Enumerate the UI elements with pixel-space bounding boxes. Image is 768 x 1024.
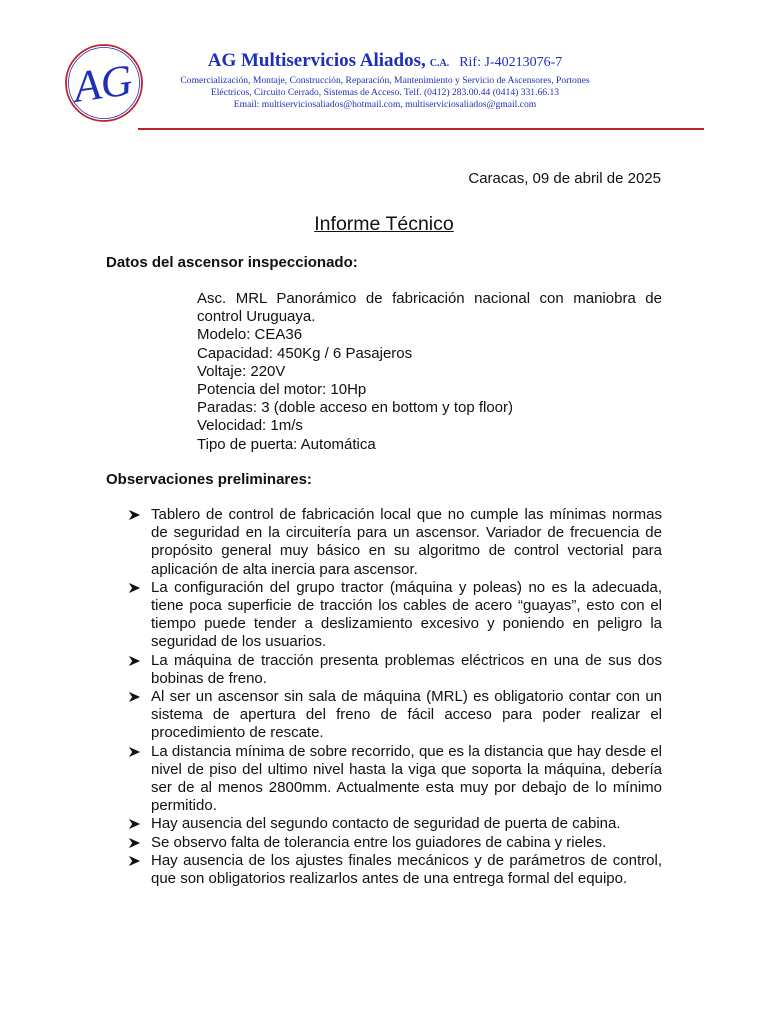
list-item bbox=[129, 743, 662, 816]
observation-text: Tablero de control de fabricación local que no cumple las mínimas normas de seguridad en la circuitería para un ascensor. Variador de frecuencia de propósito general muy básico en su algoritmo de control vectorial para aplicación de alta inercia para ascensor. bbox=[151, 506, 662, 578]
spec-door-type: Tipo de puerta: Automática bbox=[197, 435, 376, 453]
company-suffix: C.A. bbox=[429, 58, 450, 69]
observation-text: Se observo falta de tolerancia entre los guiadores de cabina y rieles. bbox=[151, 833, 607, 851]
list-item bbox=[129, 506, 662, 579]
company-services-line: Comercialización, Montaje, Construcción, Reparación, Mantenimiento y Servicio de Ascensores, Portones bbox=[180, 75, 590, 86]
logo-monogram: AG bbox=[70, 55, 136, 112]
list-item bbox=[129, 815, 662, 833]
arrowhead-bullet-icon bbox=[129, 856, 140, 866]
elevator-specs bbox=[197, 290, 662, 454]
header-divider bbox=[138, 128, 704, 130]
spec-model: Modelo: CEA36 bbox=[197, 326, 303, 344]
company-details bbox=[160, 75, 610, 111]
list-item bbox=[129, 688, 662, 743]
arrowhead-bullet-icon bbox=[129, 583, 140, 593]
company-logo bbox=[63, 42, 145, 124]
observation-text: La distancia mínima de sobre recorrido, que es la distancia que hay desde el nivel de piso del ultimo nivel hasta la viga que soporta la máquina, debería ser de al menos 2800mm. Actualmente esta muy por debajo de lo mínimo permitido. bbox=[151, 742, 662, 815]
spec-speed: Velocidad: 1m/s bbox=[197, 417, 303, 435]
list-item bbox=[129, 652, 662, 688]
observations-heading: Observaciones preliminares: bbox=[106, 471, 312, 488]
list-item bbox=[129, 834, 662, 852]
observation-text: La máquina de tracción presenta problemas eléctricos en una de sus dos bobinas de freno. bbox=[151, 651, 662, 687]
spec-capacity: Capacidad: 450Kg / 6 Pasajeros bbox=[197, 344, 413, 362]
observation-text: Al ser un ascensor sin sala de máquina (MRL) es obligatorio contar con un sistema de apertura del freno de fácil acceso para poder realizar el procedimiento de rescate. bbox=[151, 688, 662, 742]
arrowhead-bullet-icon bbox=[129, 510, 140, 520]
list-item bbox=[129, 852, 662, 888]
observation-text: La configuración del grupo tractor (máquina y poleas) no es la adecuada, tiene poca superficie de tracción los cables de acero “guayas”, esto con el tiempo puede tender a deslizamiento excesivo y poniendo en peligro la seguridad de los usuarios. bbox=[151, 578, 662, 651]
company-services-phone-line: Eléctricos, Circuito Cerrado, Sistemas de Acceso. Telf. (0412) 283.00.44 (0414) 331.66.13 bbox=[210, 87, 560, 98]
list-item bbox=[129, 579, 662, 652]
arrowhead-bullet-icon bbox=[129, 819, 140, 829]
observations-list bbox=[129, 506, 662, 888]
arrowhead-bullet-icon bbox=[129, 692, 140, 702]
arrowhead-bullet-icon bbox=[129, 747, 140, 757]
specs-heading: Datos del ascensor inspeccionado: bbox=[106, 254, 358, 271]
document-date: Caracas, 09 de abril de 2025 bbox=[468, 170, 661, 187]
spec-voltage: Voltaje: 220V bbox=[197, 362, 286, 380]
document-title: Informe Técnico bbox=[314, 213, 454, 235]
company-rif: Rif: J-40213076-7 bbox=[459, 55, 563, 70]
company-name-line bbox=[160, 50, 610, 72]
company-email-line: Email: multiserviciosaliados@hotmail.com, multiserviciosaliados@gmail.com bbox=[233, 99, 537, 110]
spec-description: Asc. MRL Panorámico de fabricación nacional con maniobra de control Uruguaya. bbox=[197, 290, 662, 326]
arrowhead-bullet-icon bbox=[129, 656, 140, 666]
company-name: AG Multiservicios Aliados, bbox=[207, 50, 426, 71]
observation-text: Hay ausencia de los ajustes finales mecánicos y de parámetros de control, que son obligatorios realizarlos antes de una entrega formal del equipo. bbox=[151, 851, 662, 888]
spec-stops: Paradas: 3 (doble acceso en bottom y top floor) bbox=[197, 399, 514, 417]
observation-text: Hay ausencia del segundo contacto de seguridad de puerta de cabina. bbox=[151, 815, 621, 833]
spec-motor-power: Potencia del motor: 10Hp bbox=[197, 381, 367, 399]
arrowhead-bullet-icon bbox=[129, 838, 140, 848]
